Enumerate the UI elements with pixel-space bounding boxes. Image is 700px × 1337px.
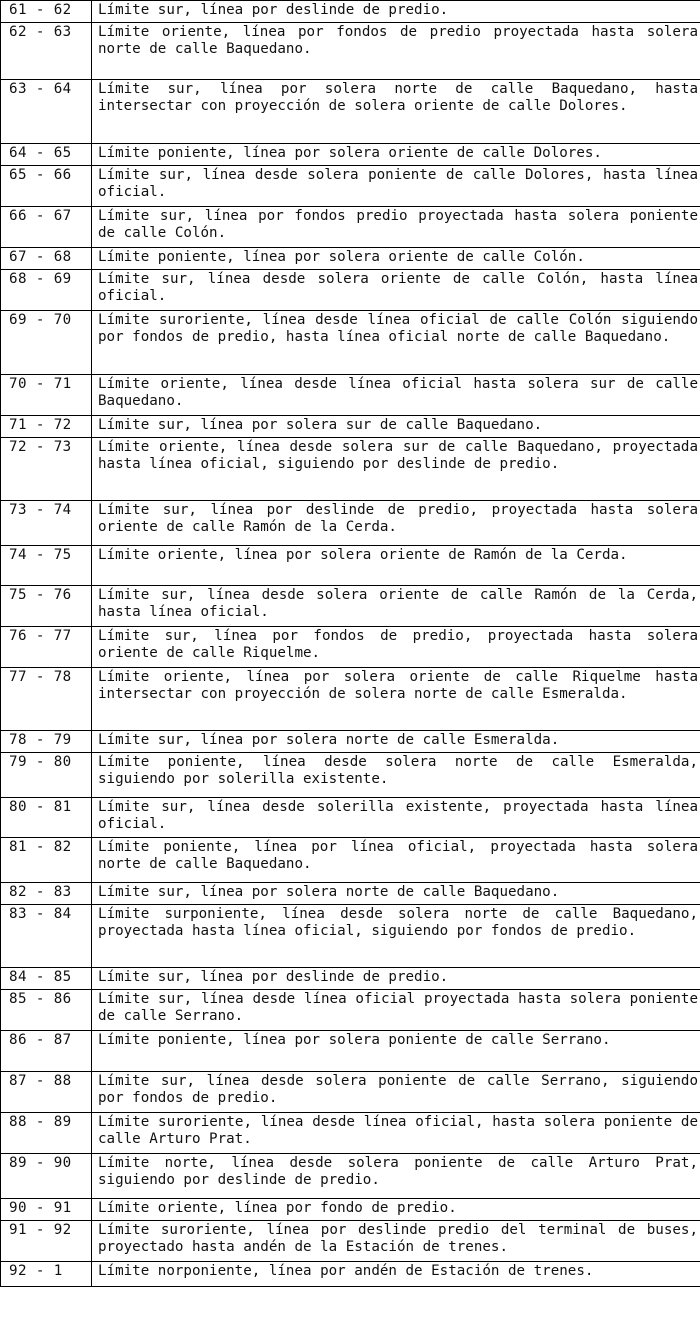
segment-range-cell: 88 - 89: [1, 1113, 92, 1154]
table-row: [1, 1031, 700, 1072]
table-row: [1, 1199, 700, 1221]
segment-range-cell: 70 - 71: [1, 375, 92, 416]
table-row: [1, 668, 700, 731]
segment-range-cell: 85 - 86: [1, 990, 92, 1031]
table-row: [1, 248, 700, 270]
segment-description-cell: Límite oriente, línea por solera oriente de calle Riquelme hasta intersectar con proyección de solera norte de calle Esmeralda.: [92, 668, 700, 731]
segment-range-cell: 68 - 69: [1, 270, 92, 311]
segment-description-cell: Límite sur, línea desde solera poniente de calle Dolores, hasta línea oficial.: [92, 166, 700, 207]
table-row: [1, 883, 700, 905]
segment-description-cell: Límite sur, línea por deslinde de predio.: [92, 968, 700, 990]
segment-range-cell: 64 - 65: [1, 144, 92, 166]
table-row: [1, 990, 700, 1031]
segment-description-cell: Límite poniente, línea por solera poniente de calle Serrano.: [92, 1031, 700, 1072]
table-row: [1, 270, 700, 311]
table-row: [1, 1221, 700, 1262]
table-row: [1, 905, 700, 968]
segment-description-cell: Límite sur, línea por solera sur de calle Baquedano.: [92, 416, 700, 438]
table-row: [1, 311, 700, 375]
segment-range-cell: 82 - 83: [1, 883, 92, 905]
segment-range-cell: 89 - 90: [1, 1154, 92, 1199]
table-row: [1, 23, 700, 80]
segment-description-cell: Límite sur, línea desde línea oficial proyectada hasta solera poniente de calle Serrano.: [92, 990, 700, 1031]
table-row: [1, 968, 700, 990]
table-row: [1, 546, 700, 586]
table-row: [1, 416, 700, 438]
segment-range-cell: 87 - 88: [1, 1072, 92, 1113]
segment-range-cell: 62 - 63: [1, 23, 92, 80]
segment-description-cell: Límite sur, línea desde solera oriente de calle Colón, hasta línea oficial.: [92, 270, 700, 311]
segment-range-cell: 92 - 1: [1, 1262, 92, 1287]
segment-range-cell: 83 - 84: [1, 905, 92, 968]
segment-range-cell: 71 - 72: [1, 416, 92, 438]
segment-description-cell: Límite poniente, línea desde solera norte de calle Esmeralda, siguiendo por solerilla existente.: [92, 753, 700, 798]
segment-description-cell: Límite sur, línea desde solera oriente de calle Ramón de la Cerda, hasta línea oficial.: [92, 586, 700, 627]
segment-description-cell: Límite poniente, línea por solera oriente de calle Colón.: [92, 248, 700, 270]
segment-range-cell: 81 - 82: [1, 838, 92, 883]
segment-range-cell: 75 - 76: [1, 586, 92, 627]
segment-description-cell: Límite sur, línea por fondos predio proyectada hasta solera poniente de calle Colón.: [92, 207, 700, 248]
segment-description-cell: Límite oriente, línea por fondo de predio.: [92, 1199, 700, 1221]
table-row: [1, 1262, 700, 1287]
segment-range-cell: 91 - 92: [1, 1221, 92, 1262]
segment-description-cell: Límite norte, línea desde solera poniente de calle Arturo Prat, siguiendo por deslinde de predio.: [92, 1154, 700, 1199]
table-row: [1, 838, 700, 883]
segment-range-cell: 80 - 81: [1, 798, 92, 838]
segment-range-cell: 66 - 67: [1, 207, 92, 248]
table-row: [1, 753, 700, 798]
table-row: [1, 798, 700, 838]
table-row: [1, 166, 700, 207]
table-row: [1, 375, 700, 416]
segment-range-cell: 78 - 79: [1, 731, 92, 753]
segment-description-cell: Límite sur, línea por solera norte de calle Baquedano.: [92, 883, 700, 905]
segment-range-cell: 76 - 77: [1, 627, 92, 668]
segment-description-cell: Límite suroriente, línea desde línea oficial de calle Colón siguiendo por fondos de predio, hasta línea oficial norte de calle Baquedano.: [92, 311, 700, 375]
table-row: [1, 586, 700, 627]
segment-description-cell: Límite sur, línea desde solera poniente de calle Serrano, siguiendo por fondos de predio.: [92, 1072, 700, 1113]
table-row: [1, 731, 700, 753]
segment-range-cell: 73 - 74: [1, 501, 92, 546]
segment-description-cell: Límite oriente, línea por fondos de predio proyectada hasta solera norte de calle Baquedano.: [92, 23, 700, 80]
segment-range-cell: 74 - 75: [1, 546, 92, 586]
table-row: [1, 207, 700, 248]
segment-description-cell: Límite surponiente, línea desde solera norte de calle Baquedano, proyectada hasta línea oficial, siguiendo por fondos de predio.: [92, 905, 700, 968]
segment-range-cell: 63 - 64: [1, 80, 92, 144]
segment-description-cell: Límite oriente, línea por solera oriente de Ramón de la Cerda.: [92, 546, 700, 586]
segment-description-cell: Límite norponiente, línea por andén de Estación de trenes.: [92, 1262, 700, 1287]
table-row: [1, 627, 700, 668]
segment-description-cell: Límite sur, línea por deslinde de predio.: [92, 1, 700, 23]
segment-range-cell: 86 - 87: [1, 1031, 92, 1072]
segment-range-cell: 65 - 66: [1, 166, 92, 207]
table-row: [1, 1154, 700, 1199]
segment-description-cell: Límite oriente, línea desde solera sur de calle Baquedano, proyectada hasta línea oficial, siguiendo por deslinde de predio.: [92, 438, 700, 501]
segment-description-cell: Límite poniente, línea por solera oriente de calle Dolores.: [92, 144, 700, 166]
segment-range-cell: 84 - 85: [1, 968, 92, 990]
table-row: [1, 501, 700, 546]
segment-range-cell: 61 - 62: [1, 1, 92, 23]
segment-description-cell: Límite suroriente, línea por deslinde predio del terminal de buses, proyectado hasta andén de la Estación de trenes.: [92, 1221, 700, 1262]
table-body: [1, 1, 700, 1287]
segment-description-cell: Límite sur, línea desde solerilla existente, proyectada hasta línea oficial.: [92, 798, 700, 838]
segment-description-cell: Límite poniente, línea por línea oficial, proyectada hasta solera norte de calle Baquedano.: [92, 838, 700, 883]
table-row: [1, 1113, 700, 1154]
segment-description-cell: Límite sur, línea por solera norte de calle Baquedano, hasta intersectar con proyección de solera oriente de calle Dolores.: [92, 80, 700, 144]
table-row: [1, 80, 700, 144]
segment-range-cell: 67 - 68: [1, 248, 92, 270]
segment-range-cell: 69 - 70: [1, 311, 92, 375]
segment-range-cell: 79 - 80: [1, 753, 92, 798]
segment-description-cell: Límite suroriente, línea desde línea oficial, hasta solera poniente de calle Arturo Prat.: [92, 1113, 700, 1154]
segment-description-cell: Límite sur, línea por deslinde de predio, proyectada hasta solera oriente de calle Ramón de la Cerda.: [92, 501, 700, 546]
segment-range-cell: 72 - 73: [1, 438, 92, 501]
segment-description-cell: Límite sur, línea por solera norte de calle Esmeralda.: [92, 731, 700, 753]
segment-range-cell: 90 - 91: [1, 1199, 92, 1221]
segment-description-cell: Límite sur, línea por fondos de predio, proyectada hasta solera oriente de calle Riquelme.: [92, 627, 700, 668]
table-row: [1, 438, 700, 501]
table-row: [1, 1, 700, 23]
table-row: [1, 1072, 700, 1113]
table-row: [1, 144, 700, 166]
segment-description-cell: Límite oriente, línea desde línea oficial hasta solera sur de calle Baquedano.: [92, 375, 700, 416]
segment-range-cell: 77 - 78: [1, 668, 92, 731]
